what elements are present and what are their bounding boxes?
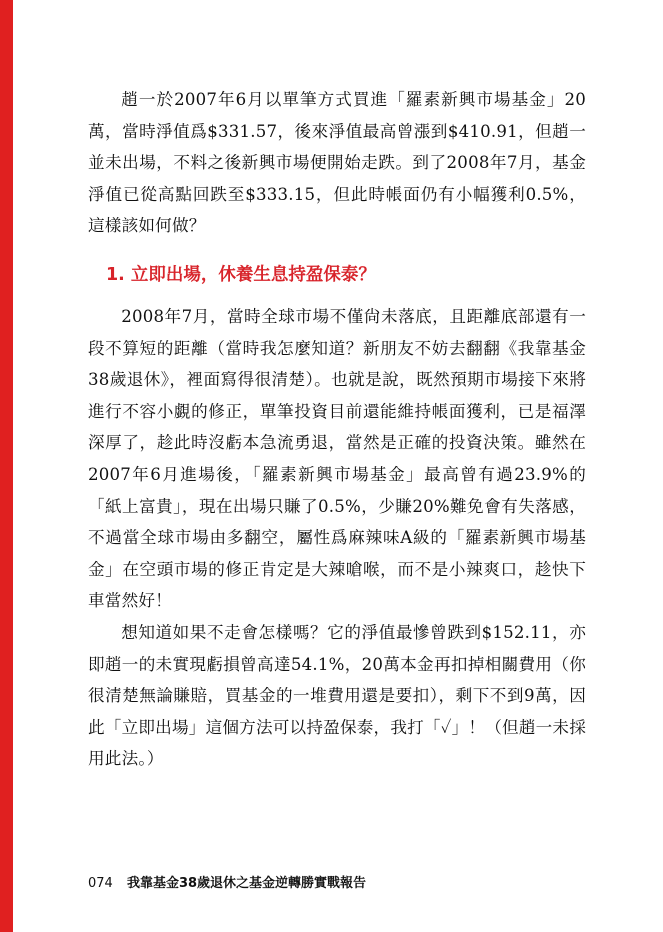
page-number: 074: [88, 876, 113, 891]
section-heading: 1. 立即出場，休養生息持盈保泰？: [106, 264, 376, 285]
body-paragraph-1: 2008年7月，當時全球市場不僅尙未落底，且距離底部還有一段不算短的距離（當時我怎麼知道？新朋友不妨去翻翻《我靠基金38歲退休》，裡面寫得很清楚）。也就是說，既然預期市場接下來將進行不容小覷的修正，單筆投資目前還能維持帳面獲利，已是福澤深厚了，趁此時沒虧本急流勇退，當然是正確的投資決策。雖然在2007年6月進場後，「羅素新興市場基金」最高曾有過23.9%的「紙上富貴」，現在出場只賺了0.5%，少賺20%難免會有失落感，不過當全球市場由多翻空，屬性爲麻辣味A級的「羅素新興市場基金」在空頭市場的修正肯定是大辣嗆喉，而不是小辣爽口，趁快下車當然好！: [88, 306, 586, 611]
page-footer: [88, 872, 366, 891]
intro-paragraph: 趙一於2007年6月以單筆方式買進「羅素新興市場基金」20萬，當時淨值爲$331.57，後來淨值最高曾漲到$410.91，但趙一並未出場，不料之後新興市場便開始走跌。到了2008年7月，基金淨值已從高點回跌至$333.15，但此時帳面仍有小幅獲利0.5%，這樣該如何做？: [88, 90, 586, 236]
book-title: 我靠基金38歲退休之基金逆轉勝實戰報告: [126, 876, 367, 891]
page-content: [88, 84, 586, 775]
body-paragraph-2: 想知道如果不走會怎樣嗎？它的淨值最慘曾跌到$152.11，亦即趙一的未實現虧損曾高達54.1%，20萬本金再扣掉相關費用（你很清楚無論賺賠，買基金的一堆費用還是要扣），剩下不到9萬，因此「立即出場」這個方法可以持盈保泰，我打「✓」！（但趙一未採用此法。）: [88, 622, 586, 769]
page-edge-red-bar: [0, 0, 13, 932]
